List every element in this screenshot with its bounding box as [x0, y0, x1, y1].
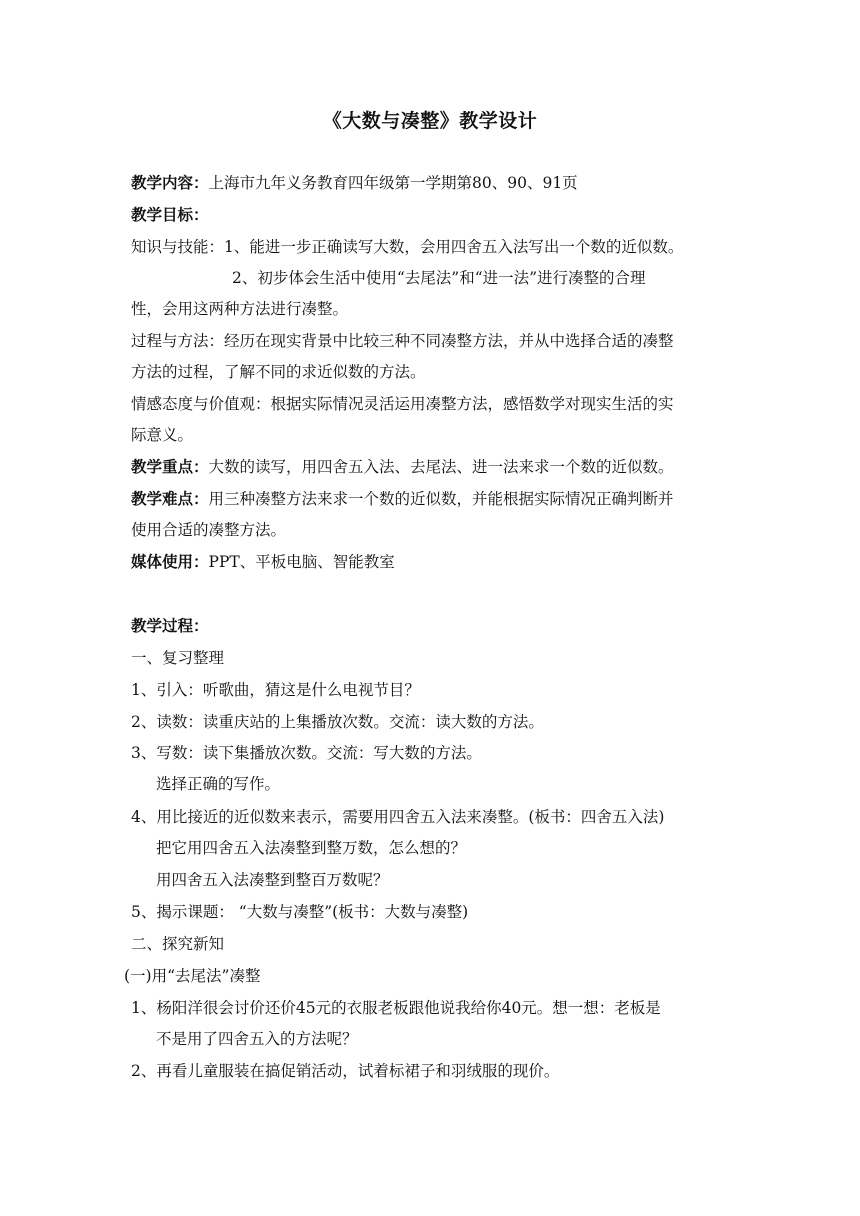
key-point-label: 教学重点： — [131, 458, 209, 476]
difficulty-label: 教学难点： — [131, 490, 209, 508]
list-item: 5、揭示课题： “大数与凑整”(板书：大数与凑整) — [131, 903, 469, 921]
difficulty-line — [131, 488, 674, 510]
media-label: 媒体使用： — [131, 553, 209, 571]
teaching-goals-label: 教学目标： — [131, 206, 209, 224]
goal-process-b: 方法的过程，了解不同的求近似数的方法。 — [131, 363, 426, 381]
goal-emotion-b: 际意义。 — [131, 426, 194, 444]
goal-process-a: 过程与方法：经历在现实背景中比较三种不同凑整方法，并从中选择合适的凑整 — [131, 332, 674, 350]
list-item: 4、用比接近的近似数来表示，需要用四舍五入法来凑整。(板书：四舍五入法) — [131, 808, 665, 826]
section-review: 一、复习整理 — [131, 649, 225, 667]
list-item-sub: 不是用了四舍五入的方法呢？ — [156, 1030, 358, 1048]
list-item-sub: 用四舍五入法凑整到整百万数呢？ — [156, 871, 389, 889]
goal-knowledge-1: 知识与技能：1、能进一步正确读写大数，会用四舍五入法写出一个数的近似数。 — [131, 238, 684, 256]
list-item: 1、引入：听歌曲，猜这是什么电视节目？ — [131, 681, 420, 699]
section-explore: 二、探究新知 — [131, 935, 225, 953]
media-text: PPT、平板电脑、智能教室 — [208, 553, 395, 571]
goal-knowledge-2a: 2、初步体会生活中使用“去尾法”和“进一法”进行凑整的合理 — [232, 269, 646, 287]
teaching-process-label: 教学过程： — [131, 617, 209, 635]
list-item-sub: 选择正确的写作。 — [156, 775, 281, 793]
list-item: 2、再看儿童服装在搞促销活动，试着标裙子和羽绒服的现价。 — [131, 1062, 560, 1080]
document-title: 《大数与凑整》教学设计 — [322, 110, 538, 132]
teaching-goals-heading — [131, 204, 209, 226]
teaching-content-label: 教学内容： — [131, 174, 209, 192]
key-point-line — [131, 456, 674, 478]
goal-emotion-a: 情感态度与价值观：根据实际情况灵活运用凑整方法，感悟数学对现实生活的实 — [131, 395, 674, 413]
goal-knowledge-2b: 性，会用这两种方法进行凑整。 — [131, 300, 349, 318]
teaching-content-text: 上海市九年义务教育四年级第一学期第80、90、91页 — [208, 174, 578, 192]
teaching-content-line — [131, 172, 578, 194]
subsection-truncation: (一)用“去尾法”凑整 — [124, 967, 261, 985]
difficulty-text-b: 使用合适的凑整方法。 — [131, 521, 287, 539]
list-item: 3、写数：读下集播放次数。交流：写大数的方法。 — [131, 744, 482, 762]
difficulty-text-a: 用三种凑整方法来求一个数的近似数，并能根据实际情况正确判断并 — [208, 490, 674, 508]
key-point-text: 大数的读写，用四舍五入法、去尾法、进一法来求一个数的近似数。 — [208, 458, 674, 476]
media-line — [131, 551, 395, 573]
teaching-process-heading — [131, 615, 209, 637]
list-item-sub: 把它用四舍五入法凑整到整万数，怎么想的？ — [156, 839, 467, 857]
list-item: 1、杨阳洋很会讨价还价45元的衣服老板跟他说我给你40元。想一想：老板是 — [131, 999, 661, 1017]
list-item: 2、读数：读重庆站的上集播放次数。交流：读大数的方法。 — [131, 713, 544, 731]
